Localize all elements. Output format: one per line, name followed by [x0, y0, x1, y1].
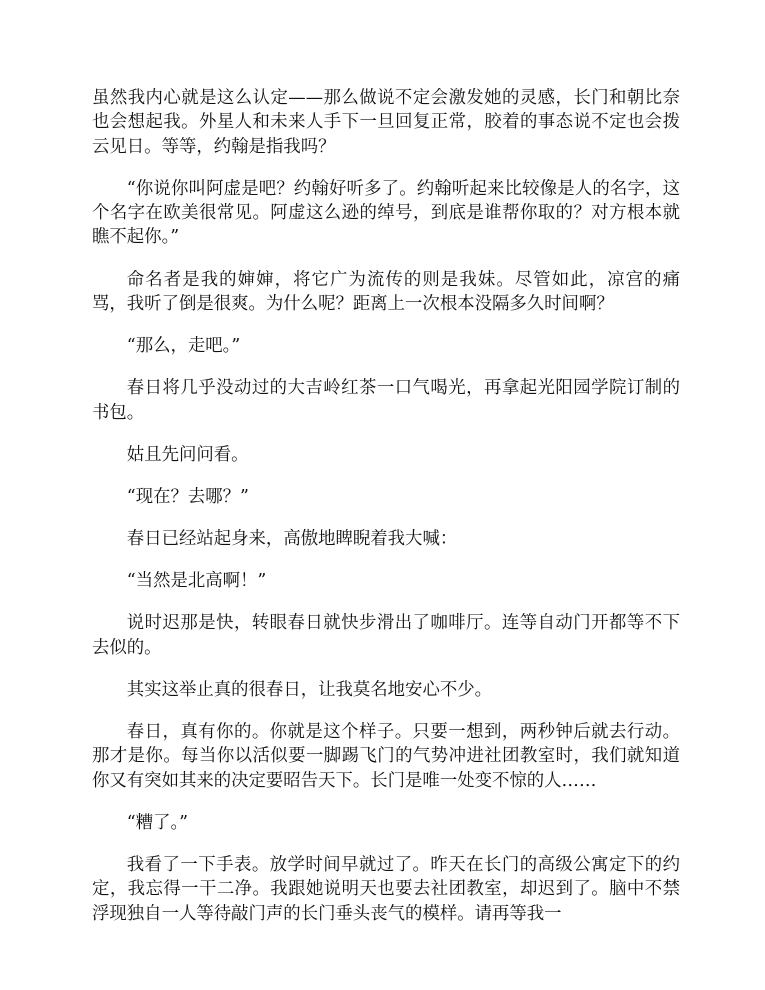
paragraph: 命名者是我的婶婶，将它广为流传的则是我妹。尽管如此，凉宫的痛骂，我听了倒是很爽。为什么呢？距离上一次根本没隔多久时间啊？ [92, 269, 680, 314]
paragraph: “那么，走吧。” [126, 336, 241, 357]
paragraph: 春日，真有你的。你就是这个样子。只要一想到，两秒钟后就去行动。那才是你。每当你以活似要一脚踢飞门的气势冲进社团教室时，我们就知道你又有突如其来的决定要昭告天下。长门是唯一处变不惊的人…… [92, 722, 680, 791]
paragraph: 说时迟那是快，转眼春日就快步滑出了咖啡厅。连等自动门开都等不下去似的。 [92, 613, 680, 658]
paragraph: 我看了一下手表。放学时间早就过了。昨天在长门的高级公寓定下的约定，我忘得一干二净。我跟她说明天也要去社团教室，却迟到了。脑中不禁浮现独自一人等待敲门声的长门垂头丧气的模样。请再等我一 [92, 855, 680, 924]
paragraph: “当然是北高啊！” [126, 571, 267, 592]
paragraph: “你说你叫阿虚是吧？约翰好听多了。约翰听起来比较像是人的名字，这个名字在欧美很常见。阿虚这么逊的绰号，到底是谁帮你取的？对方根本就瞧不起你。” [92, 178, 680, 248]
paragraph: 春日已经站起身来，高傲地睥睨着我大喊： [126, 529, 458, 550]
paragraph: 其实这举止真的很春日，让我莫名地安心不少。 [126, 679, 493, 700]
paragraph: “糟了。” [126, 812, 189, 833]
paragraph: 姑且先问问看。 [126, 444, 249, 465]
paragraph: “现在？去哪？” [126, 486, 249, 507]
paragraph: 春日将几乎没动过的大吉岭红茶一口气喝光，再拿起光阳园学院订制的书包。 [92, 378, 680, 423]
document-page [92, 86, 680, 926]
paragraph: 虽然我内心就是这么认定——那么做说不定会激发她的灵感，长门和朝比奈也会想起我。外星人和未来人手下一旦回复正常，胶着的事态说不定也会拨云见日。等等，约翰是指我吗？ [92, 88, 680, 157]
